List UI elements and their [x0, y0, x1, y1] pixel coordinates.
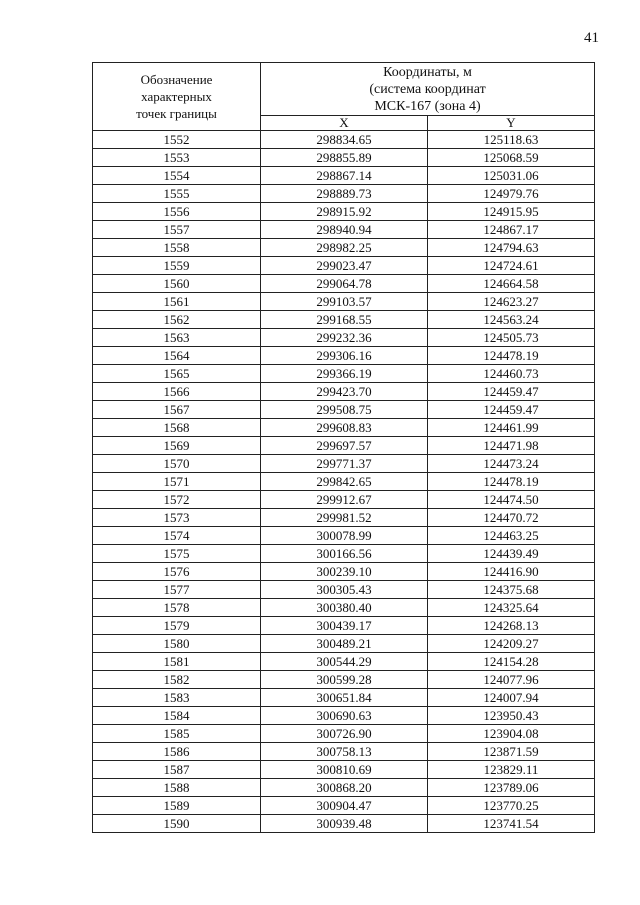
table-row	[93, 599, 595, 617]
point-number-cell: 1578	[93, 599, 261, 617]
x-coordinate-cell: 299423.70	[261, 383, 428, 401]
point-number-cell: 1588	[93, 779, 261, 797]
point-number-cell: 1558	[93, 239, 261, 257]
y-coordinate-cell: 124563.24	[428, 311, 595, 329]
y-coordinate-cell: 123829.11	[428, 761, 595, 779]
y-coordinate-cell: 123871.59	[428, 743, 595, 761]
table-row	[93, 437, 595, 455]
y-coordinate-cell: 124478.19	[428, 473, 595, 491]
x-coordinate-cell: 299103.57	[261, 293, 428, 311]
coordinates-table-body	[93, 131, 595, 833]
table-row	[93, 185, 595, 203]
table-row	[93, 563, 595, 581]
x-coordinate-cell: 299697.57	[261, 437, 428, 455]
designation-header-line: характерных	[141, 89, 212, 104]
coordinates-table	[92, 62, 595, 833]
y-coordinate-cell: 124459.47	[428, 383, 595, 401]
table-row	[93, 167, 595, 185]
table-row	[93, 491, 595, 509]
point-number-cell: 1576	[93, 563, 261, 581]
table-row	[93, 761, 595, 779]
x-coordinate-cell: 298889.73	[261, 185, 428, 203]
table-row	[93, 329, 595, 347]
table-row	[93, 455, 595, 473]
table-row	[93, 707, 595, 725]
x-coordinate-cell: 299912.67	[261, 491, 428, 509]
table-row	[93, 275, 595, 293]
designation-column-header	[93, 63, 261, 131]
x-coordinate-cell: 299232.36	[261, 329, 428, 347]
point-number-cell: 1566	[93, 383, 261, 401]
x-coordinate-cell: 298915.92	[261, 203, 428, 221]
coordinates-header-line: Координаты, м	[383, 65, 472, 80]
point-number-cell: 1577	[93, 581, 261, 599]
y-coordinate-cell: 123904.08	[428, 725, 595, 743]
y-coordinate-cell: 124209.27	[428, 635, 595, 653]
y-coordinate-cell: 124375.68	[428, 581, 595, 599]
point-number-cell: 1562	[93, 311, 261, 329]
table-row	[93, 581, 595, 599]
table-row	[93, 131, 595, 149]
x-coordinate-cell: 300758.13	[261, 743, 428, 761]
table-row	[93, 509, 595, 527]
y-coordinate-cell: 123770.25	[428, 797, 595, 815]
x-coordinate-cell: 298982.25	[261, 239, 428, 257]
x-coordinate-cell: 299306.16	[261, 347, 428, 365]
table-row	[93, 635, 595, 653]
point-number-cell: 1563	[93, 329, 261, 347]
table-row	[93, 365, 595, 383]
point-number-cell: 1587	[93, 761, 261, 779]
table-row	[93, 257, 595, 275]
table-row	[93, 149, 595, 167]
y-coordinate-cell: 124463.25	[428, 527, 595, 545]
x-coordinate-cell: 300439.17	[261, 617, 428, 635]
point-number-cell: 1568	[93, 419, 261, 437]
point-number-cell: 1554	[93, 167, 261, 185]
y-coordinate-cell: 124007.94	[428, 689, 595, 707]
point-number-cell: 1553	[93, 149, 261, 167]
y-coordinate-cell: 124979.76	[428, 185, 595, 203]
y-coordinate-cell: 124268.13	[428, 617, 595, 635]
table-row	[93, 653, 595, 671]
x-coordinate-cell: 300166.56	[261, 545, 428, 563]
y-coordinate-cell: 124325.64	[428, 599, 595, 617]
y-coordinate-cell: 125068.59	[428, 149, 595, 167]
x-coordinate-cell: 300078.99	[261, 527, 428, 545]
point-number-cell: 1557	[93, 221, 261, 239]
point-number-cell: 1581	[93, 653, 261, 671]
y-coordinate-cell: 123950.43	[428, 707, 595, 725]
designation-header-line: точек границы	[136, 106, 217, 121]
table-row	[93, 473, 595, 491]
x-coordinate-cell: 299608.83	[261, 419, 428, 437]
designation-header-line: Обозначение	[140, 72, 213, 87]
point-number-cell: 1584	[93, 707, 261, 725]
point-number-cell: 1580	[93, 635, 261, 653]
point-number-cell: 1561	[93, 293, 261, 311]
x-coordinate-cell: 299064.78	[261, 275, 428, 293]
x-coordinate-cell: 299168.55	[261, 311, 428, 329]
point-number-cell: 1585	[93, 725, 261, 743]
y-coordinate-cell: 125031.06	[428, 167, 595, 185]
point-number-cell: 1571	[93, 473, 261, 491]
point-number-cell: 1555	[93, 185, 261, 203]
y-coordinate-cell: 124461.99	[428, 419, 595, 437]
table-row	[93, 383, 595, 401]
point-number-cell: 1579	[93, 617, 261, 635]
y-coordinate-cell: 124478.19	[428, 347, 595, 365]
x-coordinate-cell: 300239.10	[261, 563, 428, 581]
y-coordinate-cell: 124724.61	[428, 257, 595, 275]
y-coordinate-cell: 123789.06	[428, 779, 595, 797]
table-row	[93, 725, 595, 743]
point-number-cell: 1556	[93, 203, 261, 221]
y-coordinate-cell: 124460.73	[428, 365, 595, 383]
x-coordinate-cell: 299366.19	[261, 365, 428, 383]
y-coordinate-cell: 124471.98	[428, 437, 595, 455]
table-row	[93, 293, 595, 311]
coordinates-column-header	[261, 63, 595, 116]
y-coordinate-cell: 124459.47	[428, 401, 595, 419]
x-coordinate-cell: 299981.52	[261, 509, 428, 527]
x-coordinate-cell: 300599.28	[261, 671, 428, 689]
y-coordinate-cell: 124867.17	[428, 221, 595, 239]
y-coordinate-cell: 124154.28	[428, 653, 595, 671]
x-coordinate-cell: 300726.90	[261, 725, 428, 743]
x-coordinate-cell: 298855.89	[261, 149, 428, 167]
y-coordinate-cell: 123741.54	[428, 815, 595, 833]
coordinates-header-line: (система координат	[369, 82, 486, 97]
y-coordinate-cell: 124474.50	[428, 491, 595, 509]
table-row	[93, 221, 595, 239]
table-row	[93, 527, 595, 545]
x-coordinate-cell: 300690.63	[261, 707, 428, 725]
y-coordinate-cell: 124505.73	[428, 329, 595, 347]
x-coordinate-cell: 299771.37	[261, 455, 428, 473]
point-number-cell: 1552	[93, 131, 261, 149]
table-row	[93, 743, 595, 761]
x-coordinate-cell: 300380.40	[261, 599, 428, 617]
x-coordinate-cell: 300651.84	[261, 689, 428, 707]
point-number-cell: 1590	[93, 815, 261, 833]
x-coordinate-cell: 299508.75	[261, 401, 428, 419]
point-number-cell: 1574	[93, 527, 261, 545]
x-coordinate-cell: 300305.43	[261, 581, 428, 599]
table-header-row	[93, 63, 595, 116]
table-row	[93, 545, 595, 563]
point-number-cell: 1582	[93, 671, 261, 689]
point-number-cell: 1567	[93, 401, 261, 419]
y-coordinate-cell: 124077.96	[428, 671, 595, 689]
point-number-cell: 1570	[93, 455, 261, 473]
y-coordinate-cell: 124915.95	[428, 203, 595, 221]
x-coordinate-cell: 298834.65	[261, 131, 428, 149]
point-number-cell: 1583	[93, 689, 261, 707]
x-coordinate-cell: 299023.47	[261, 257, 428, 275]
point-number-cell: 1575	[93, 545, 261, 563]
table-row	[93, 203, 595, 221]
point-number-cell: 1572	[93, 491, 261, 509]
table-row	[93, 419, 595, 437]
point-number-cell: 1569	[93, 437, 261, 455]
y-coordinate-cell: 124473.24	[428, 455, 595, 473]
table-row	[93, 617, 595, 635]
point-number-cell: 1564	[93, 347, 261, 365]
x-column-header: X	[261, 116, 428, 131]
y-coordinate-cell: 124794.63	[428, 239, 595, 257]
y-coordinate-cell: 124470.72	[428, 509, 595, 527]
y-coordinate-cell: 124416.90	[428, 563, 595, 581]
table-row	[93, 815, 595, 833]
table-row	[93, 689, 595, 707]
table-row	[93, 797, 595, 815]
point-number-cell: 1559	[93, 257, 261, 275]
table-row	[93, 311, 595, 329]
x-coordinate-cell: 300904.47	[261, 797, 428, 815]
x-coordinate-cell: 300868.20	[261, 779, 428, 797]
point-number-cell: 1573	[93, 509, 261, 527]
point-number-cell: 1560	[93, 275, 261, 293]
x-coordinate-cell: 300544.29	[261, 653, 428, 671]
x-coordinate-cell: 300939.48	[261, 815, 428, 833]
table-row	[93, 779, 595, 797]
coordinates-header-line: МСК-167 (зона 4)	[374, 99, 481, 114]
table-row	[93, 671, 595, 689]
table-row	[93, 239, 595, 257]
table-row	[93, 401, 595, 419]
y-coordinate-cell: 125118.63	[428, 131, 595, 149]
x-coordinate-cell: 299842.65	[261, 473, 428, 491]
x-coordinate-cell: 300810.69	[261, 761, 428, 779]
y-coordinate-cell: 124439.49	[428, 545, 595, 563]
point-number-cell: 1565	[93, 365, 261, 383]
table-row	[93, 347, 595, 365]
point-number-cell: 1586	[93, 743, 261, 761]
x-coordinate-cell: 298867.14	[261, 167, 428, 185]
y-column-header: Y	[428, 116, 595, 131]
x-coordinate-cell: 298940.94	[261, 221, 428, 239]
point-number-cell: 1589	[93, 797, 261, 815]
page-number: 41	[584, 30, 599, 46]
y-coordinate-cell: 124623.27	[428, 293, 595, 311]
x-coordinate-cell: 300489.21	[261, 635, 428, 653]
y-coordinate-cell: 124664.58	[428, 275, 595, 293]
